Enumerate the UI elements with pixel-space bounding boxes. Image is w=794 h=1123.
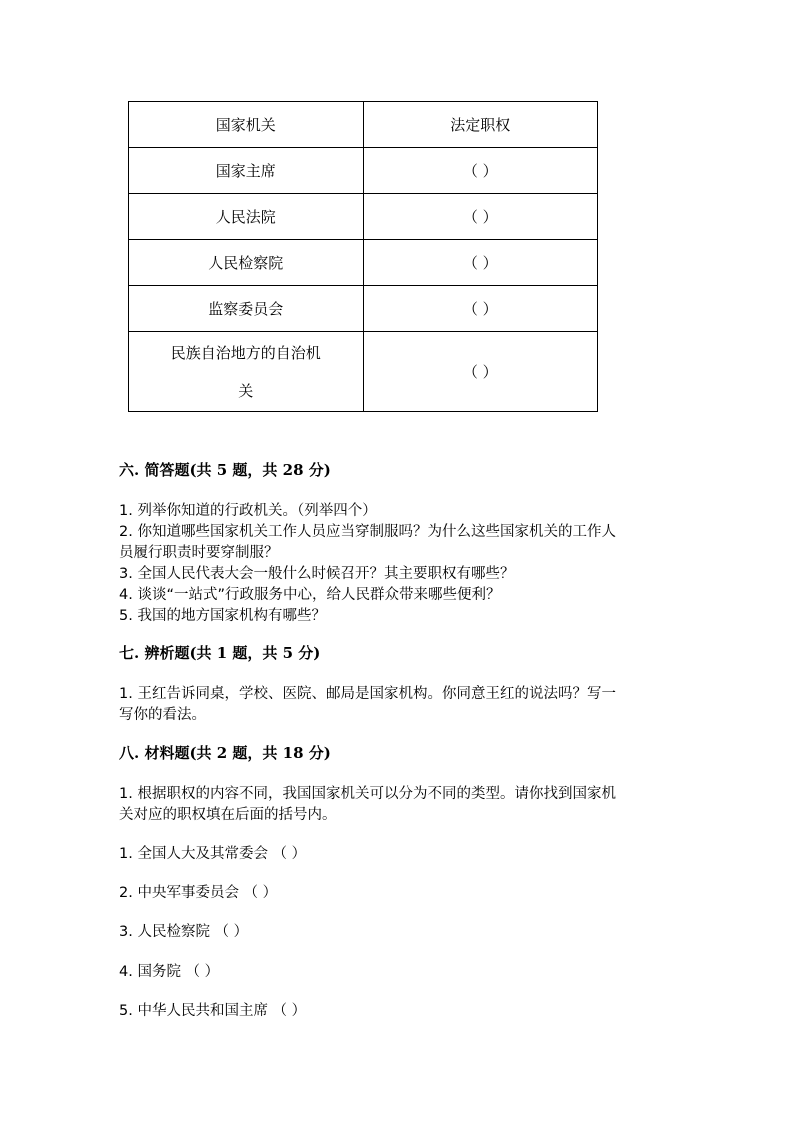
question-text: 关对应的职权填在后面的括号内。 <box>119 807 337 823</box>
org-cell: 人民法院 <box>129 194 364 240</box>
table-row <box>129 286 598 332</box>
org-cell: 国家主席 <box>129 148 364 194</box>
blank-cell: （ ） <box>363 332 597 412</box>
blank-cell: （ ） <box>363 240 597 286</box>
question-text: 员履行职责时要穿制服？ <box>119 545 279 561</box>
section-7-title: 七. 辨析题(共 1 题，共 5 分) <box>119 644 321 662</box>
authority-table <box>128 101 598 412</box>
blank-cell: （ ） <box>363 286 597 332</box>
header-cell-authority: 法定职权 <box>363 102 597 148</box>
org-cell <box>129 332 364 412</box>
material-item: 4. 国务院 （ ） <box>119 964 220 980</box>
table-row <box>129 332 598 412</box>
question-text: 5. 我国的地方国家机构有哪些？ <box>119 608 326 624</box>
org-line-1: 民族自治地方的自治机 <box>170 343 321 362</box>
question-text: 1. 列举你知道的行政机关。（列举四个） <box>119 503 377 519</box>
material-item: 3. 人民检察院 （ ） <box>119 924 249 940</box>
question-text: 1. 根据职权的内容不同，我国国家机关可以分为不同的类型。请你找到国家机 <box>119 786 616 802</box>
question-text: 2. 你知道哪些国家机关工作人员应当穿制服吗？为什么这些国家机关的工作人 <box>119 524 616 540</box>
question-text: 4. 谈谈“一站式”行政服务中心，给人民群众带来哪些便利？ <box>119 587 501 603</box>
org-cell: 监察委员会 <box>129 286 364 332</box>
question-text: 1. 王红告诉同桌，学校、医院、邮局是国家机构。你同意王红的说法吗？写一 <box>119 686 616 702</box>
table-row <box>129 194 598 240</box>
table-header-row <box>129 102 598 148</box>
header-cell-org: 国家机关 <box>129 102 364 148</box>
material-item: 5. 中华人民共和国主席 （ ） <box>119 1003 307 1019</box>
org-cell-text <box>156 334 336 410</box>
material-item: 2. 中央军事委员会 （ ） <box>119 885 278 901</box>
org-line-2: 关 <box>238 381 254 400</box>
question-text: 3. 全国人民代表大会一般什么时候召开？其主要职权有哪些？ <box>119 566 515 582</box>
section-8-title: 八. 材料题(共 2 题，共 18 分) <box>119 744 331 762</box>
table-row <box>129 148 598 194</box>
blank-cell: （ ） <box>363 194 597 240</box>
section-6-title: 六. 简答题(共 5 题，共 28 分) <box>119 461 331 479</box>
blank-cell: （ ） <box>363 148 597 194</box>
material-item: 1. 全国人大及其常委会 （ ） <box>119 846 307 862</box>
question-text: 写你的看法。 <box>119 707 206 723</box>
table-row <box>129 240 598 286</box>
org-cell: 人民检察院 <box>129 240 364 286</box>
